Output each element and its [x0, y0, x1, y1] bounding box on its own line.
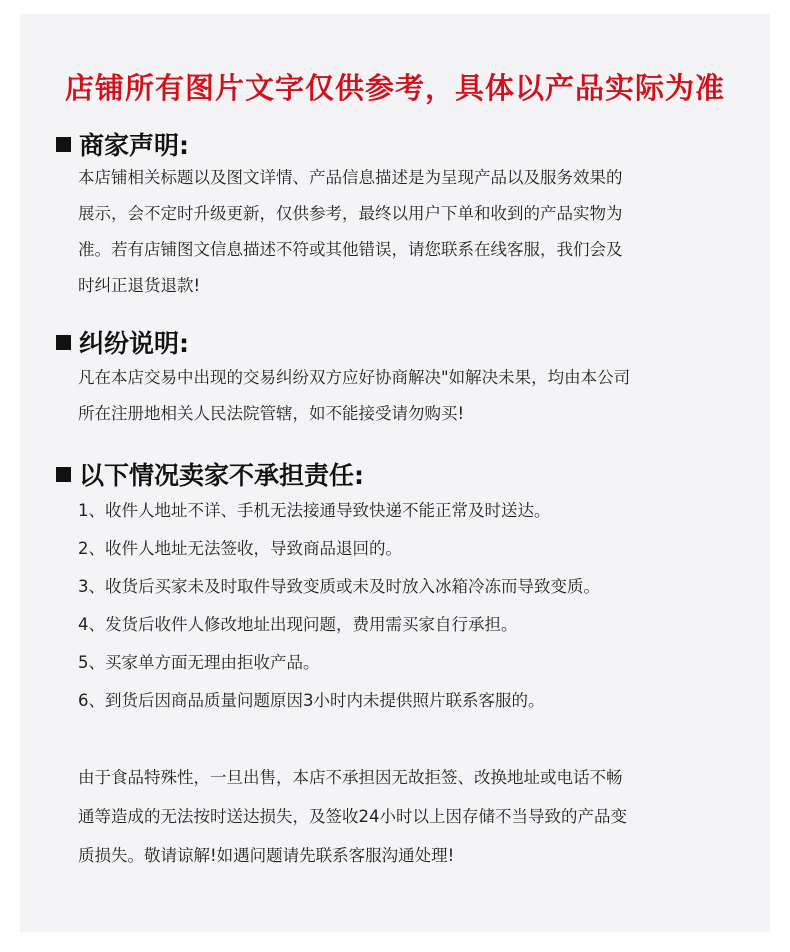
- list-item: 5、买家单方面无理由拒收产品。: [78, 653, 320, 672]
- list-item: 2、收件人地址无法签收，导致商品退回的。: [78, 539, 402, 558]
- section-title-dispute-notice: [56, 324, 189, 360]
- list-item: 4、发货后收件人修改地址出现问题，费用需买家自行承担。: [78, 615, 518, 634]
- paragraph-line: 由于食品特殊性，一旦出售，本店不承担因无故拒签、改换地址或电话不畅: [78, 768, 623, 787]
- dispute-notice-paragraph: [78, 360, 718, 432]
- section-title-text: 以下情况卖家不承担责任:: [79, 461, 364, 490]
- paragraph-line: 准。若有店铺图文信息描述不符或其他错误，请您联系在线客服，我们会及: [78, 240, 623, 259]
- notice-card: [20, 14, 770, 932]
- food-special-notice-paragraph: [78, 758, 718, 875]
- section-title-text: 纠纷说明:: [79, 329, 189, 358]
- list-item: 6、到货后因商品质量问题原因3小时内未提供照片联系客服的。: [78, 691, 545, 710]
- liability-exemption-list: [78, 492, 600, 720]
- paragraph-line: 通等造成的无法按时送达损失，及签收24小时以上因存储不当导致的产品变: [78, 807, 627, 826]
- headline: 店铺所有图片文字仅供参考，具体以产品实际为准: [64, 71, 725, 105]
- section-title-text: 商家声明:: [79, 131, 189, 160]
- paragraph-line: 展示，会不定时升级更新，仅供参考，最终以用户下单和收到的产品实物为: [78, 204, 623, 223]
- paragraph-line: 时纠正退货退款!: [78, 276, 201, 295]
- list-item: 3、收货后买家未及时取件导致变质或未及时放入冰箱冷冻而导致变质。: [78, 577, 600, 596]
- section-title-seller-not-liable: [56, 456, 364, 492]
- paragraph-line: 质损失。敬请谅解!如遇问题请先联系客服沟通处理!: [78, 846, 455, 865]
- paragraph-line: 凡在本店交易中出现的交易纠纷双方应好协商解决"如解决未果，均由本公司: [78, 368, 631, 387]
- paragraph-line: 所在注册地相关人民法院管辖，如不能接受请勿购买!: [78, 404, 465, 423]
- merchant-statement-paragraph: [78, 160, 718, 304]
- list-item: 1、收件人地址不详、手机无法接通导致快递不能正常及时送达。: [78, 501, 551, 520]
- square-bullet-icon: [56, 335, 71, 350]
- square-bullet-icon: [56, 137, 71, 152]
- section-title-merchant-statement: [56, 126, 189, 162]
- square-bullet-icon: [56, 467, 71, 482]
- paragraph-line: 本店铺相关标题以及图文详情、产品信息描述是为呈现产品以及服务效果的: [78, 168, 623, 187]
